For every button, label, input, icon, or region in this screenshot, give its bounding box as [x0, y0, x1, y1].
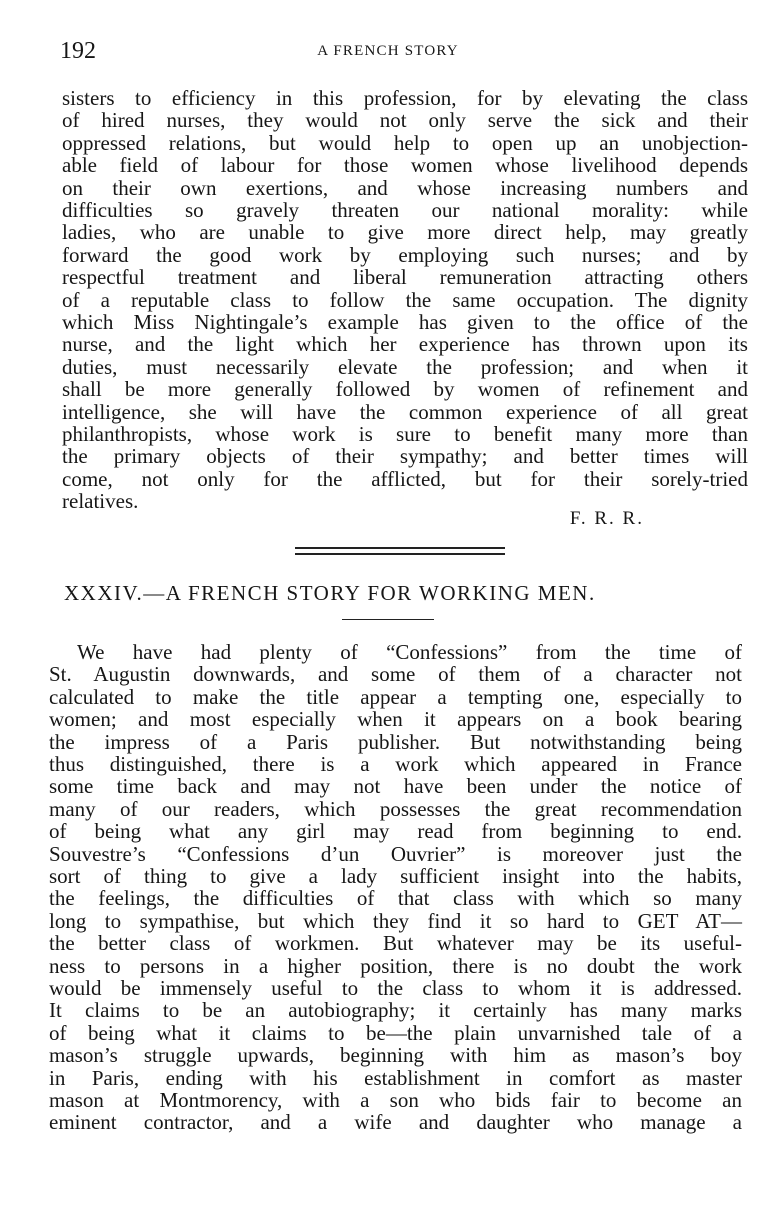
text-line: ness to persons in a higher position, there is no doubt the work — [49, 953, 742, 978]
text-line: which Miss Nightingale’s example has given to the office of the — [62, 310, 748, 334]
text-line: ladies, who are unable to give more direct help, may greatly — [62, 220, 748, 245]
text-line: relatives. — [62, 489, 139, 514]
text-line: It claims to be an autobiography; it certainly has many marks — [49, 998, 742, 1023]
text-line: mason at Montmorency, with a son who bids fair to become an — [49, 1088, 742, 1112]
text-line: the primary objects of their sympathy; and better times will — [62, 444, 748, 469]
text-line: oppressed relations, but would help to open up an unobjection- — [62, 130, 748, 155]
text-line: some time back and may not have been under the notice of — [49, 774, 742, 799]
text-line: mason’s struggle upwards, beginning with him as mason’s boy — [49, 1043, 742, 1068]
text-line: would be immensely useful to the class to whom it is addressed. — [49, 976, 742, 1000]
text-line: come, not only for the afflicted, but for their sorely-tried — [62, 466, 748, 491]
text-line: in Paris, ending with his establishment in comfort as master — [49, 1065, 742, 1090]
text-line: the feelings, the difficulties of that class with which so many — [49, 886, 742, 911]
text-line: Souvestre’s “Confessions d’un Ouvrier” is moreover just the — [49, 841, 742, 866]
text-line: sisters to efficiency in this profession, for by elevating the class — [62, 86, 748, 110]
article-heading: XXXIV.—A FRENCH STORY FOR WORKING MEN. — [64, 581, 596, 605]
text-line: We have had plenty of “Confessions” from the time of — [77, 640, 742, 664]
page-number: 192 — [60, 38, 96, 64]
text-line: philanthropists, whose work is sure to benefit many more than — [62, 422, 748, 446]
double-rule-bottom — [295, 553, 505, 555]
double-rule-top — [295, 547, 505, 549]
text-line: able field of labour for those women whose livelihood depends — [62, 153, 748, 178]
text-line: shall be more generally followed by women of refinement and — [62, 377, 748, 402]
text-line: long to sympathise, but which they find it so hard to GET AT— — [49, 908, 742, 933]
text-line: duties, must necessarily elevate the profession; and when it — [62, 354, 748, 379]
text-line: forward the good work by employing such nurses; and by — [62, 242, 748, 267]
text-line: respectful treatment and liberal remuneration attracting others — [62, 265, 748, 290]
text-line: on their own exertions, and whose increasing numbers and — [62, 175, 748, 200]
text-line: nurse, and the light which her experience has thrown upon its — [62, 332, 748, 357]
signature: F. R. R. — [569, 508, 644, 529]
text-line: sort of thing to give a lady sufficient insight into the habits, — [49, 864, 742, 888]
text-line: of hired nurses, they would not only serve the sick and their — [62, 108, 748, 133]
text-line: St. Augustin downwards, and some of them of a character not — [49, 662, 742, 687]
text-line: many of our readers, which possesses the great recommendation — [49, 796, 742, 821]
text-line: thus distinguished, there is a work which appeared in France — [49, 752, 742, 776]
heading-underline — [342, 619, 434, 620]
text-line: the impress of a Paris publisher. But notwithstanding being — [49, 729, 742, 754]
running-title: A FRENCH STORY — [317, 43, 459, 59]
text-line: difficulties so gravely threaten our national morality: while — [62, 198, 748, 222]
text-line: calculated to make the title appear a tempting one, especially to — [49, 684, 742, 709]
text-line: of a reputable class to follow the same occupation. The dignity — [62, 287, 748, 312]
text-line: intelligence, she will have the common experience of all great — [62, 399, 748, 424]
text-line: eminent contractor, and a wife and daughter who manage a — [49, 1110, 742, 1135]
text-line: of being what any girl may read from beginning to end. — [49, 819, 742, 844]
text-line: the better class of workmen. But whatever may be its useful- — [49, 931, 742, 956]
text-line: of being what it claims to be—the plain unvarnished tale of a — [49, 1020, 742, 1045]
text-line: women; and most especially when it appears on a book bearing — [49, 707, 742, 732]
